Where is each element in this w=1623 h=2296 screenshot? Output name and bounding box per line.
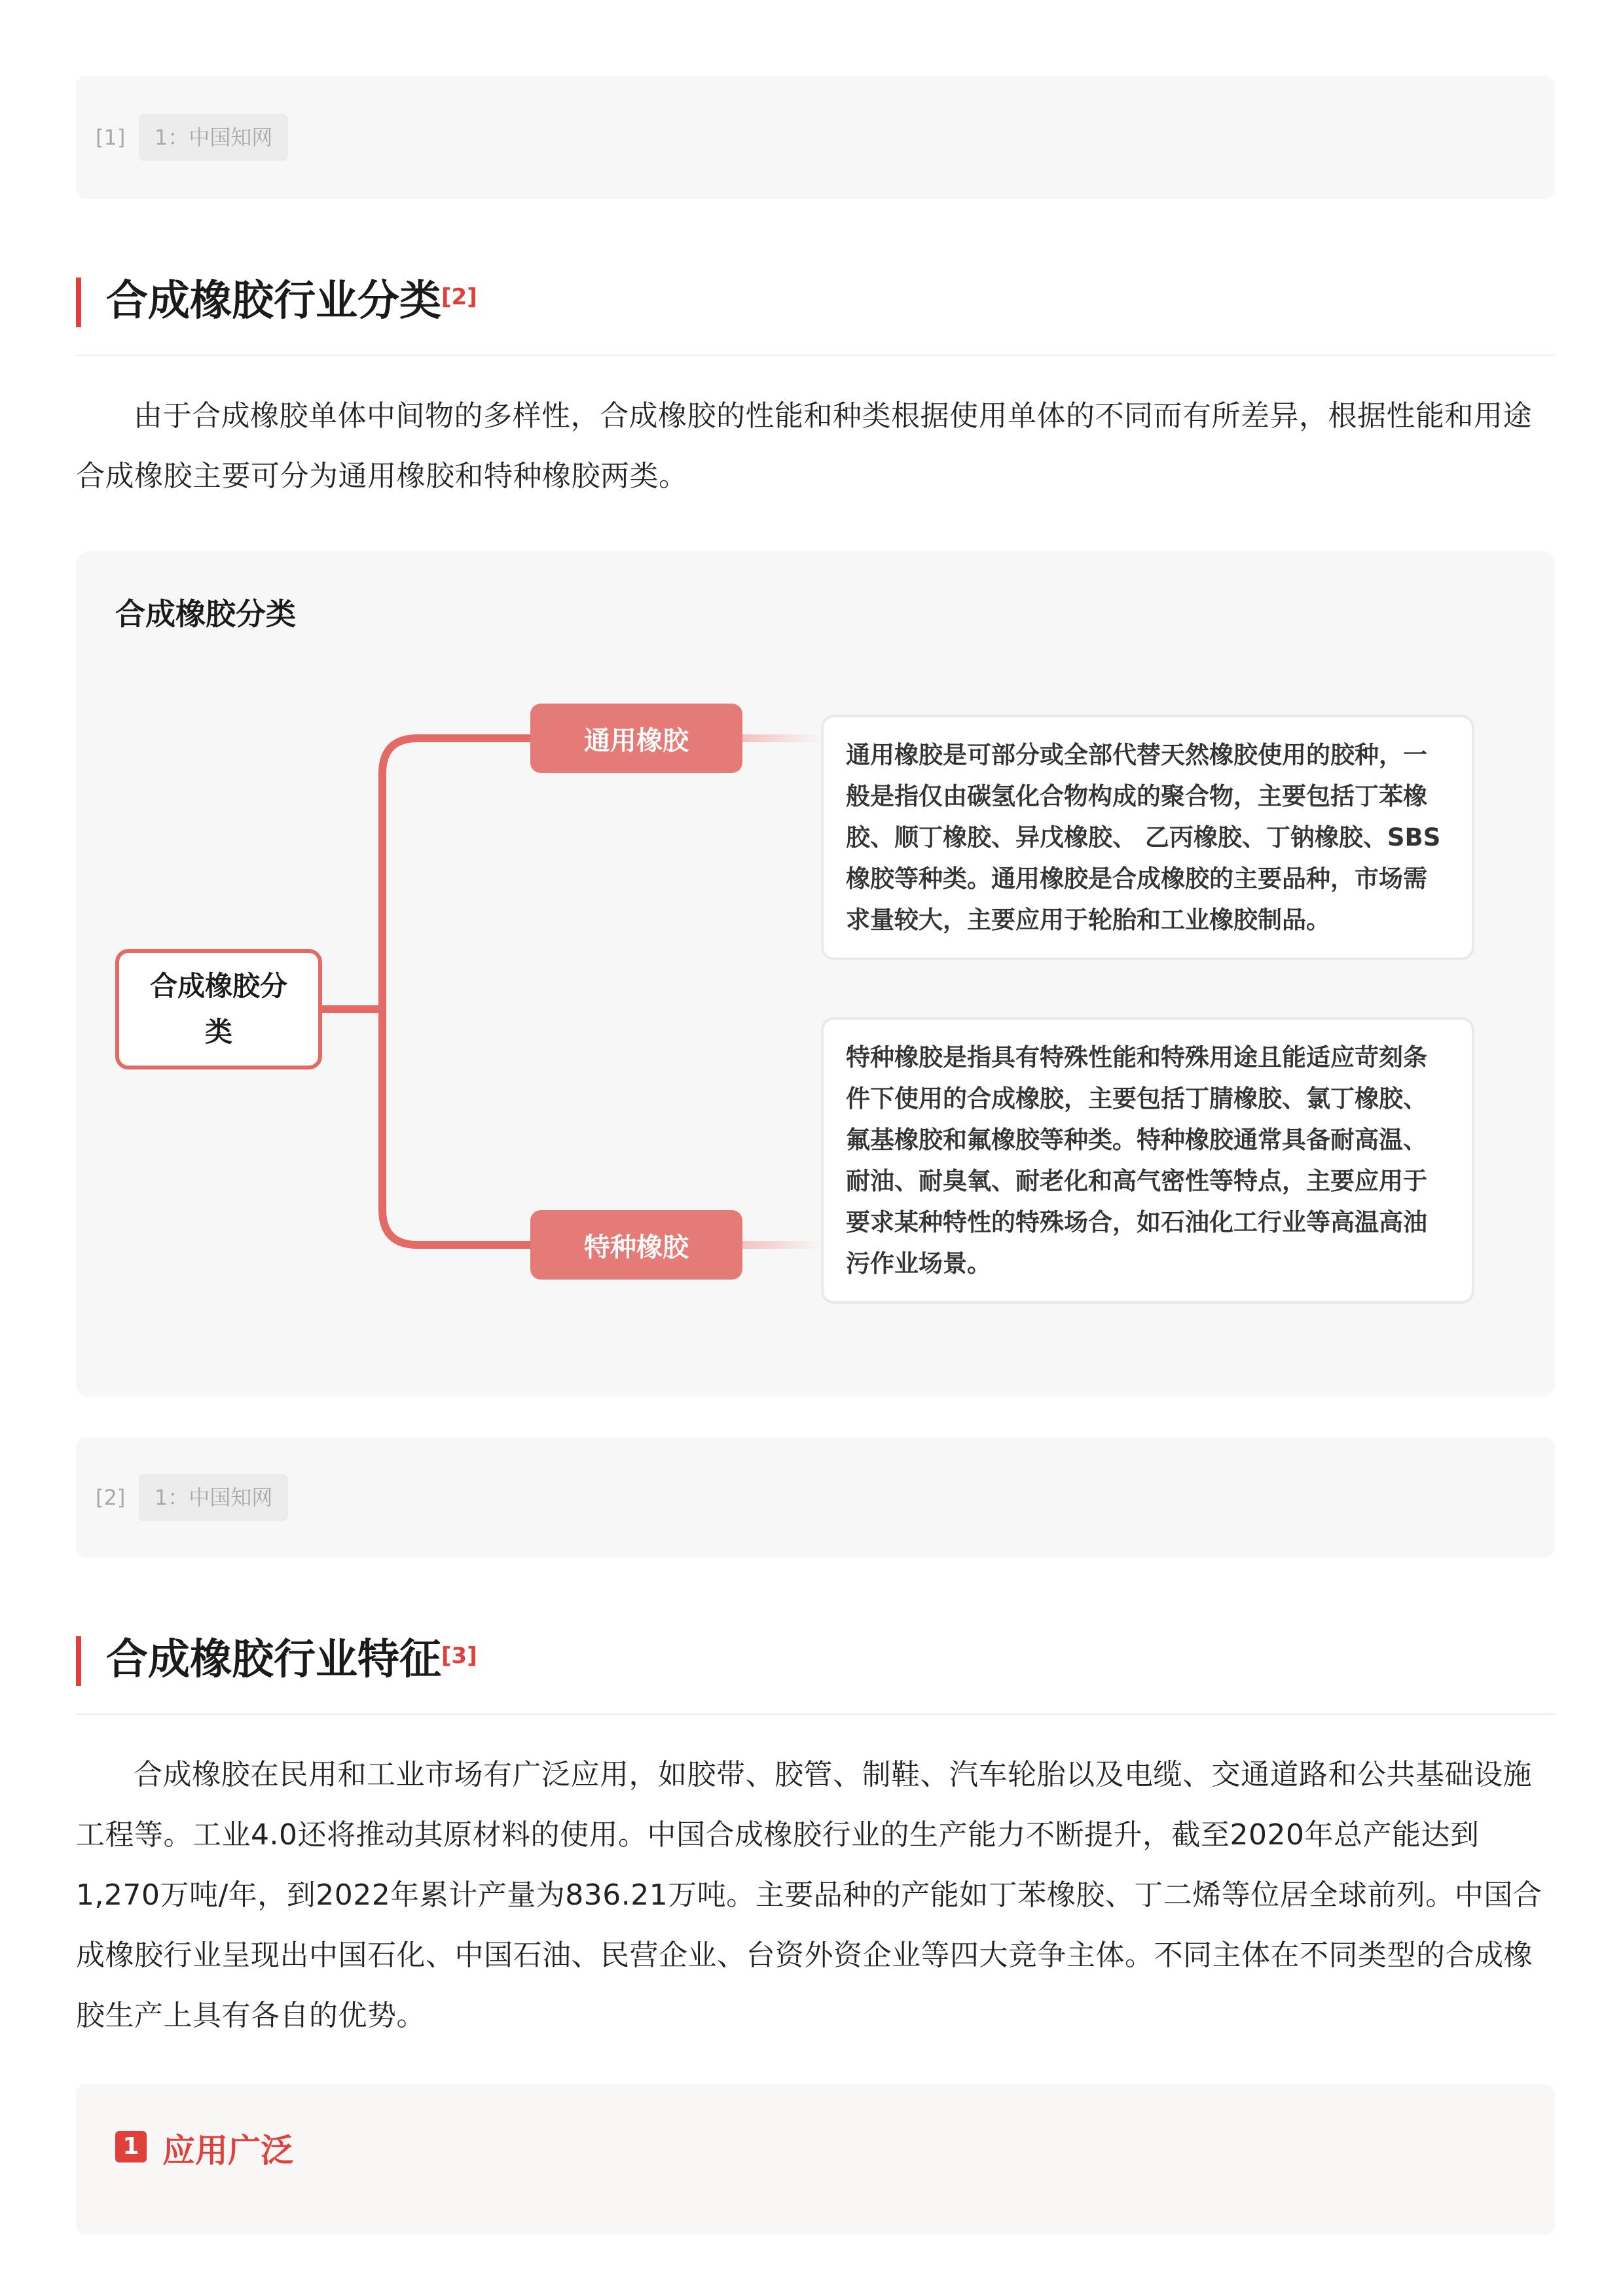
section-heading [76, 274, 1555, 329]
body-paragraph: 由于合成橡胶单体中间物的多样性，合成橡胶的性能和种类根据使用单体的不同而有所差异，根据性能和用途合成橡胶主要可分为通用橡胶和特种橡胶两类。 [76, 399, 1532, 493]
connector-upper [382, 738, 530, 1009]
fade-connector-upper [742, 734, 821, 742]
feature-box [76, 2084, 1555, 2234]
classification-diagram [76, 551, 1555, 1397]
citation-link[interactable]: [2] [441, 284, 477, 310]
section-heading [76, 1632, 1555, 1687]
description-card-general-rubber: 通用橡胶是可部分或全部代替天然橡胶使用的胶种，一般是指仅由碳氢化合物构成的聚合物，主要包括丁苯橡胶、顺丁橡胶、异戊橡胶、 乙丙橡胶、丁钠橡胶、SBS橡胶等种类。通用橡胶是合成橡胶的主要品种，市场需求量较大，主要应用于轮胎和工业橡胶制品。 [821, 715, 1474, 960]
section-title [106, 1632, 477, 1687]
feature-label: 应用广泛 [162, 2132, 293, 2170]
heading-accent-bar [76, 278, 81, 327]
section-title-text: 合成橡胶行业特征 [106, 1636, 441, 1684]
reference-source-tag[interactable]: 1：中国知网 [139, 1474, 288, 1521]
section-title [106, 274, 477, 329]
reference-source-tag[interactable]: 1：中国知网 [139, 114, 288, 161]
diagram-title: 合成橡胶分类 [115, 596, 296, 632]
branch-node-special-rubber: 特种橡胶 [530, 1210, 742, 1280]
section-title-text: 合成橡胶行业分类 [106, 277, 441, 325]
description-card-special-rubber: 特种橡胶是指具有特殊性能和特殊用途且能适应苛刻条件下使用的合成橡胶，主要包括丁腈橡胶、氯丁橡胶、氟基橡胶和氟橡胶等种类。特种橡胶通常具备耐高温、耐油、耐臭氧、耐老化和高气密性等特点，主要应用于要求某种特性的特殊场合，如石油化工行业等高温高油污作业场景。 [821, 1017, 1474, 1304]
fade-connector-lower [742, 1241, 821, 1249]
citation-link[interactable]: [3] [441, 1643, 477, 1669]
reference-box [76, 1437, 1555, 1558]
divider [76, 1713, 1555, 1715]
reference-box [76, 76, 1555, 199]
connector-lower [382, 1009, 530, 1245]
heading-accent-bar [76, 1636, 81, 1686]
body-paragraph: 合成橡胶在民用和工业市场有广泛应用，如胶带、胶管、制鞋、汽车轮胎以及电缆、交通道路和公共基础设施工程等。工业4.0还将推动其原材料的使用。中国合成橡胶行业的生产能力不断提升，截至2020年总产能达到1,270万吨/年，到2022年累计产量为836.21万吨。主要品种的产能如丁苯橡胶、丁二烯等位居全球前列。中国合成橡胶行业呈现出中国石化、中国石油、民营企业、台资外资企业等四大竞争主体。不同主体在不同类型的合成橡胶生产上具有各自的优势。 [76, 1758, 1542, 2032]
divider [76, 355, 1555, 356]
branch-node-general-rubber: 通用橡胶 [530, 704, 742, 773]
feature-number-badge: 1 [115, 2131, 147, 2162]
reference-number: [2] [96, 1485, 126, 1510]
root-node: 合成橡胶分类 [115, 949, 322, 1069]
reference-number: [1] [96, 125, 126, 150]
